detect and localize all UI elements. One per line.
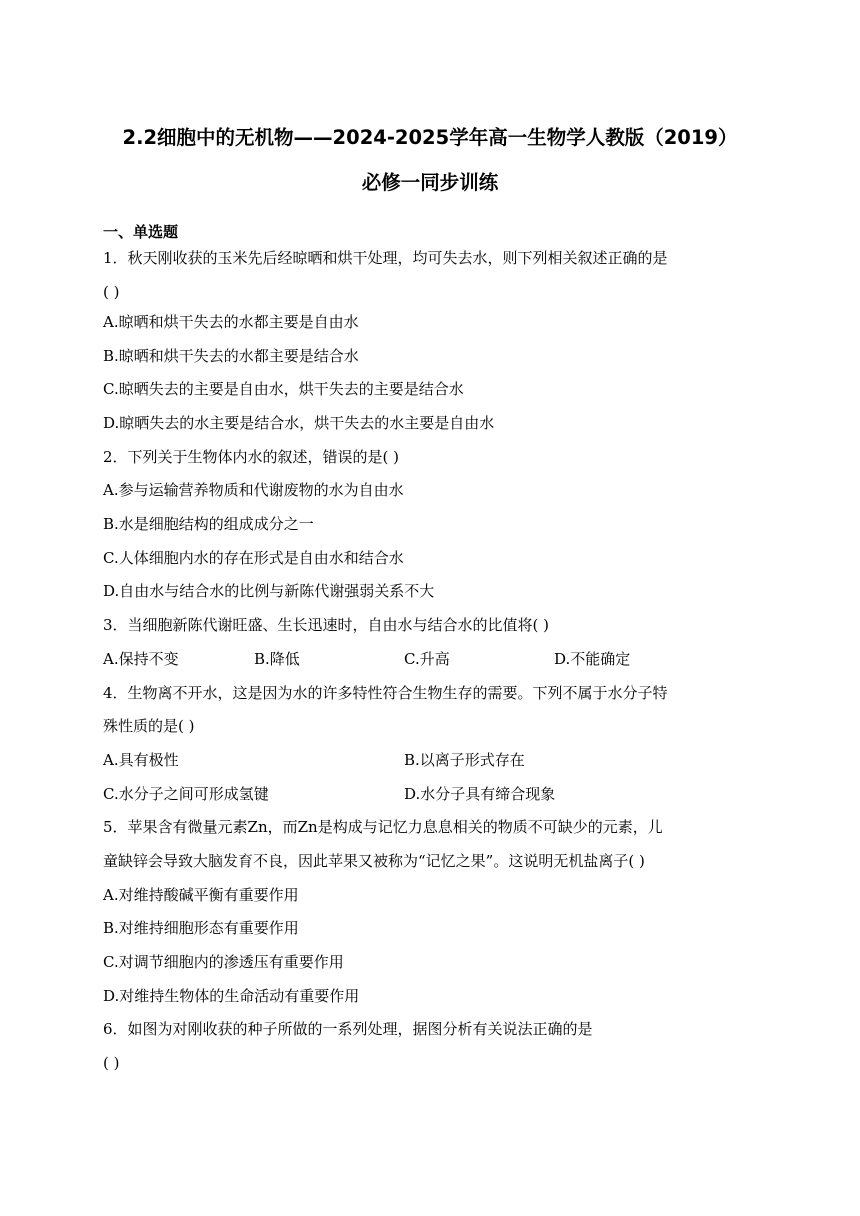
document-title-line-1: 2.2细胞中的无机物——2024-2025学年高一生物学人教版（2019） [122,126,738,149]
question-5-option-d: D.对维持生物体的生命活动有重要作用 [103,987,360,1005]
question-4-option-b: B.以离子形式存在 [404,751,525,769]
question-3-option-a: A.保持不变 [103,650,179,668]
question-5-stem-line-1: 5．苹果含有微量元素Zn，而Zn是构成与记忆力息息相关的物质不可缺少的元素，儿 [103,818,663,836]
question-6-stem-line-1: 6．如图为对刚收获的种子所做的一系列处理，据图分析有关说法正确的是 [103,1020,593,1038]
question-4-option-c: C.水分子之间可形成氢键 [103,785,269,803]
question-1-option-b: B.晾晒和烘干失去的水都主要是结合水 [103,347,359,365]
question-6-stem-line-2: ( ) [103,1054,120,1072]
question-1-option-c: C.晾晒失去的主要是自由水，烘干失去的主要是结合水 [103,380,464,398]
question-1-option-d: D.晾晒失去的水主要是结合水，烘干失去的水主要是自由水 [103,414,495,432]
question-1-stem-line-1: 1．秋天刚收获的玉米先后经晾晒和烘干处理，均可失去水，则下列相关叙述正确的是 [103,249,668,267]
question-4-stem-line-2: 殊性质的是( ) [103,717,195,735]
question-5-option-a: A.对维持酸碱平衡有重要作用 [103,886,299,904]
question-1-stem-line-2: ( ) [103,283,120,301]
question-5-option-b: B.对维持细胞形态有重要作用 [103,919,299,937]
question-5-stem-line-2: 童缺锌会导致大脑发育不良，因此苹果又被称为“记忆之果”。这说明无机盐离子( ) [103,852,645,870]
document-title-line-2: 必修一同步训练 [361,171,499,194]
question-4-option-d: D.水分子具有缔合现象 [404,785,556,803]
question-1-option-a: A.晾晒和烘干失去的水都主要是自由水 [103,313,359,331]
question-4-stem-line-1: 4．生物离不开水，这是因为水的许多特性符合生物生存的需要。下列不属于水分子特 [103,684,668,702]
question-4-option-a: A.具有极性 [103,751,179,769]
question-2-stem-line-1: 2．下列关于生物体内水的叙述，错误的是( ) [103,448,400,466]
question-3-option-b: B.降低 [254,650,300,668]
question-3-stem-line-1: 3．当细胞新陈代谢旺盛、生长迅速时，自由水与结合水的比值将( ) [103,616,550,634]
question-3-option-d: D.不能确定 [554,650,631,668]
section-heading: 一、单选题 [103,223,179,241]
question-2-option-d: D.自由水与结合水的比例与新陈代谢强弱关系不大 [103,582,435,600]
question-5-option-c: C.对调节细胞内的渗透压有重要作用 [103,953,344,971]
question-2-option-c: C.人体细胞内水的存在形式是自由水和结合水 [103,549,404,567]
question-3-option-c: C.升高 [404,650,450,668]
question-2-option-b: B.水是细胞结构的组成成分之一 [103,515,314,533]
question-2-option-a: A.参与运输营养物质和代谢废物的水为自由水 [103,481,404,499]
